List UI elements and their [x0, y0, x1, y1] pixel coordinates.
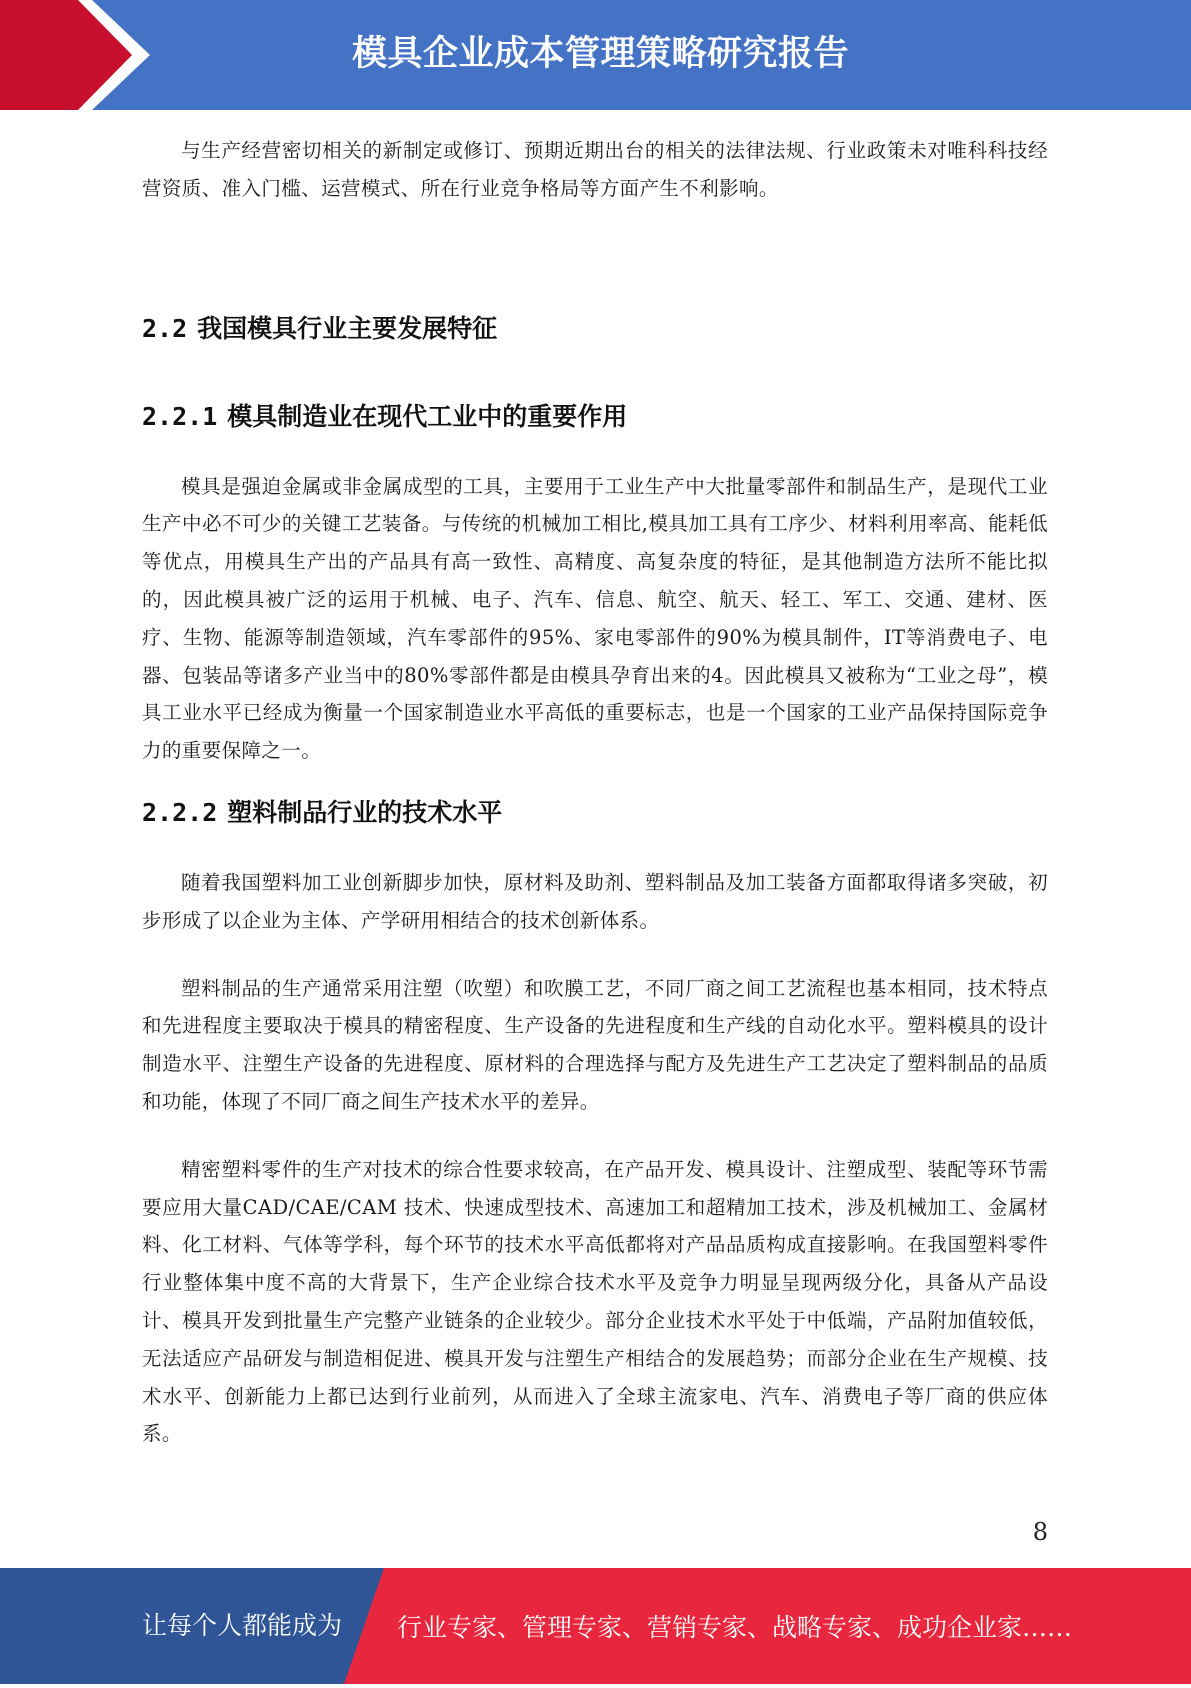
- section-title: 模具制造业在现代工业中的重要作用: [227, 401, 628, 431]
- paragraph-mold-importance: 模具是强迫金属或非金属成型的工具，主要用于工业生产中大批量零部件和制品生产，是现代工业生产中必不可少的关键工艺装备。与传统的机械加工相比,模具加工具有工序少、材料利用率高、能耗低等优点，用模具生产出的产品具有高一致性、高精度、高复杂度的特征，是其他制造方法所不能比拟的，因此模具被广泛的运用于机械、电子、汽车、信息、航空、航天、轻工、军工、交通、建材、医疗、生物、能源等制造领域，汽车零部件的95%、家电零部件的90%为模具制件，IT等消费电子、电器、包装品等诸多产业当中的80%零部件都是由模具孕育出来的4。因此模具又被称为“工业之母”，模具工业水平已经成为衡量一个国家制造业水平高低的重要标志，也是一个国家的工业产品保持国际竞争力的重要保障之一。: [142, 474, 1048, 763]
- section-title: 塑料制品行业的技术水平: [227, 797, 503, 827]
- paragraph-plastics-process: 塑料制品的生产通常采用注塑（吹塑）和吹膜工艺，不同厂商之间工艺流程也基本相同，技术特点和先进程度主要取决于模具的精密程度、生产设备的先进程度和生产线的自动化水平。塑料模具的设计制造水平、注塑生产设备的先进程度、原材料的合理选择与配方及先进生产工艺决定了塑料制品的品质和功能，体现了不同厂商之间生产技术水平的差异。: [142, 976, 1048, 1113]
- paragraph-precision-plastics: 精密塑料零件的生产对技术的综合性要求较高，在产品开发、模具设计、注塑成型、装配等环节需要应用大量CAD/CAE/CAM 技术、快速成型技术、高速加工和超精加工技术，涉及机械加工、金属材料、化工材料、气体等学科，每个环节的技术水平高低都将对产品品质构成直接影响。在我国塑料零件行业整体集中度不高的大背景下，生产企业综合技术水平及竞争力明显呈现两级分化，具备从产品设计、模具开发到批量生产完整产业链条的企业较少。部分企业技术水平处于中低端，产品附加值较低，无法适应产品研发与制造相促进、模具开发与注塑生产相结合的发展趋势；而部分企业在生产规模、技术水平、创新能力上都已达到行业前列，从而进入了全球主流家电、汽车、消费电子等厂商的供应体系。: [142, 1157, 1048, 1446]
- header-banner: [0, 0, 1191, 110]
- section-heading-2-2: [142, 312, 1048, 346]
- section-number: 2.2.2: [142, 797, 218, 827]
- document-body: [142, 132, 1048, 1453]
- page-number: 8: [1032, 1518, 1048, 1546]
- section-heading-2-2-2: [142, 796, 1048, 830]
- footer-slogan-left: 让每个人都能成为: [142, 1611, 343, 1640]
- document-title: 模具企业成本管理策略研究报告: [351, 34, 849, 74]
- section-heading-2-2-1: [142, 400, 1048, 434]
- footer-slogan-right: 行业专家、管理专家、营销专家、战略专家、成功企业家……: [397, 1613, 1073, 1642]
- intro-paragraph: 与生产经营密切相关的新制定或修订、预期近期出台的相关的法律法规、行业政策未对唯科科技经营资质、准入门槛、运营模式、所在行业竞争格局等方面产生不利影响。: [142, 139, 1048, 200]
- footer-banner: [0, 1568, 1191, 1684]
- section-number: 2.2: [142, 313, 188, 343]
- paragraph-plastics-innovation: 随着我国塑料加工业创新脚步加快，原材料及助剂、塑料制品及加工装备方面都取得诸多突破，初步形成了以企业为主体、产学研用相结合的技术创新体系。: [142, 870, 1048, 932]
- section-title: 我国模具行业主要发展特征: [197, 313, 498, 343]
- section-number: 2.2.1: [142, 401, 218, 431]
